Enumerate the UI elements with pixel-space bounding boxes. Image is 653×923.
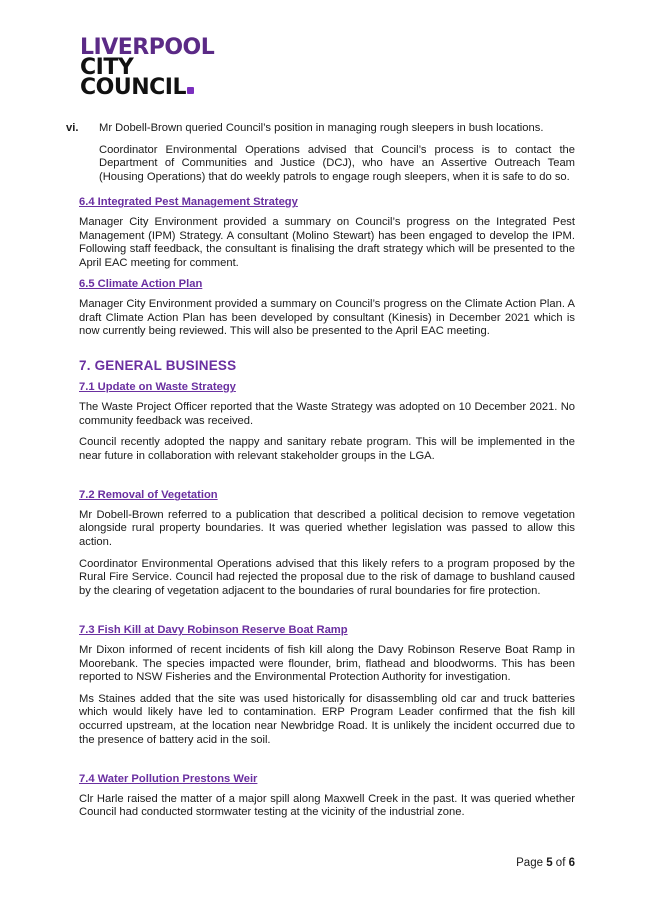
s71-paragraph-1: The Waste Project Officer reported that the Waste Strategy was adopted on 10 December 2021. No community feedback was received. <box>79 400 575 427</box>
logo-line-3 <box>80 75 230 100</box>
s74-paragraph-1: Clr Harle raised the matter of a major spill along Maxwell Creek in the past. It was queried whether Council had conducted stormwater testing at the vicinity of the industrial zone. <box>79 792 575 819</box>
document-body <box>66 122 575 828</box>
s73-paragraph-2: Ms Staines added that the site was used historically for disassembling old car and truck batteries which would likely have led to contamination. ERP Program Leader confirmed that the fish kill occurred upstream, at the location near Newbridge Road. It is unlikely the incident occurred due to the presence of battery acid in the soil. <box>79 692 575 746</box>
item-number: vi. <box>66 122 79 134</box>
logo-line-1: LIVERPOOL <box>80 35 215 60</box>
s72-paragraph-2: Coordinator Environmental Operations advised that this likely refers to a program proposed by the Rural Fire Service. Council had rejected the proposal due to the risk of damage to bushland caused by the clearing of vegetation adjacent to the boundaries of rural boundaries for fire protection. <box>79 557 575 597</box>
heading-7-2: 7.2 Removal of Vegetation <box>79 489 218 502</box>
s73-paragraph-1: Mr Dixon informed of recent incidents of fish kill along the Davy Robinson Reserve Boat Ramp in Moorebank. The species impacted were flounder, brim, flathead and bloodworms. This has been reported to NSW Fisheries and the Environmental Protection Authority for investigation. <box>79 644 575 684</box>
heading-6-5: 6.5 Climate Action Plan <box>79 278 203 291</box>
s65-paragraph-1: Manager City Environment provided a summary on Council’s progress on the Climate Action Plan. A draft Climate Action Plan has been developed by consultant (Kinesis) in December 2021 which is now currently being reviewed. This will also be presented to the April EAC meeting. <box>79 297 575 338</box>
page-number: 5 <box>546 857 553 869</box>
heading-general-business: 7. GENERAL BUSINESS <box>79 357 237 373</box>
item-vi <box>66 122 575 184</box>
logo-line-3-text: COUNCIL <box>80 75 186 100</box>
heading-7-1: 7.1 Update on Waste Strategy <box>79 381 236 394</box>
item-vi-question: Mr Dobell-Brown queried Council’s position in managing rough sleepers in bush locations. <box>99 122 544 134</box>
liverpool-city-council-logo <box>80 35 230 100</box>
heading-7-4: 7.4 Water Pollution Prestons Weir <box>79 773 258 786</box>
page-total: 6 <box>568 857 575 869</box>
heading-7-3: 7.3 Fish Kill at Davy Robinson Reserve Boat Ramp <box>79 624 348 637</box>
page-footer <box>516 857 575 869</box>
s71-paragraph-2: Council recently adopted the nappy and sanitary rebate program. This will be implemented in the near future in collaboration with relevant stakeholder groups in the LGA. <box>79 436 575 462</box>
s72-paragraph-1: Mr Dobell-Brown referred to a publication that described a political decision to remove vegetation alongside rural property boundaries. It was queried whether legislation was passed to allow this action. <box>79 508 575 549</box>
logo-dot-icon <box>187 87 194 94</box>
of-word: of <box>555 857 566 869</box>
logo-line-2: CITY <box>80 55 134 80</box>
s64-paragraph-1: Manager City Environment provided a summary on Council’s progress on the Integrated Pest Management (IPM) Strategy. A consultant (Molino Stewart) has been engaged to develop the IPM. Following staff feedback, the consultant is finalising the draft strategy which will be presented to the April EAC meeting for comment. <box>79 215 575 269</box>
heading-6-4: 6.4 Integrated Pest Management Strategy <box>79 196 298 209</box>
item-vi-answer: Coordinator Environmental Operations advised that Council’s process is to contact the Department of Communities and Justice (DCJ), who have an Assertive Outreach Team (Housing Operations) that do weekly patrols to engage rough sleepers, when it is safe to do so. <box>99 143 575 183</box>
page-word: Page <box>516 857 543 869</box>
